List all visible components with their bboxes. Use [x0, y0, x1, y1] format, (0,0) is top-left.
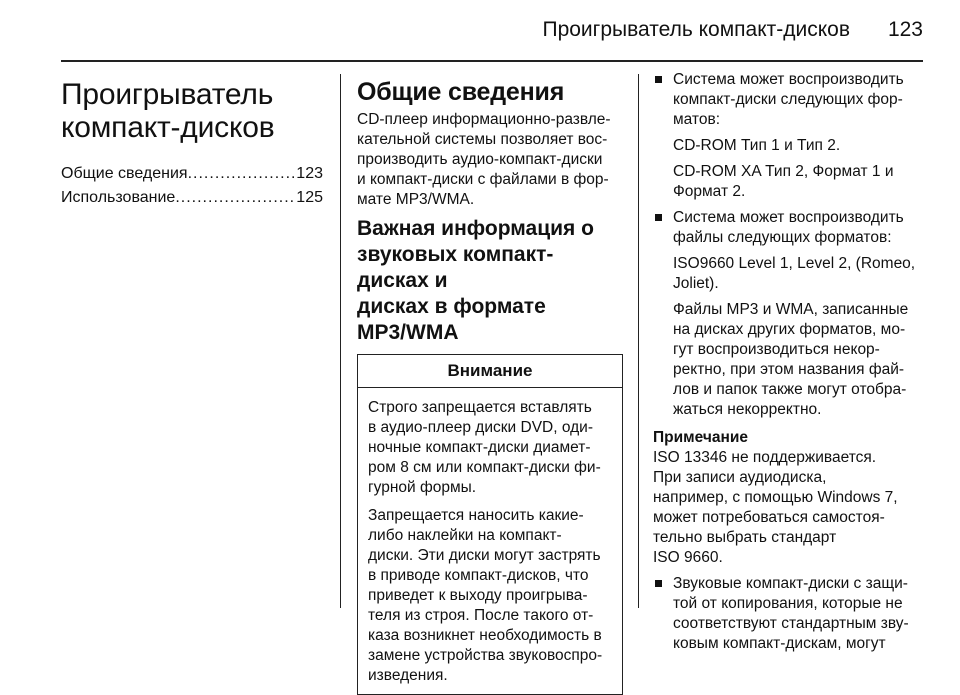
text-line: либо наклейки на компакт- [368, 527, 562, 544]
warning-paragraph-2 [368, 506, 614, 686]
text-line: изведения. [368, 667, 448, 684]
text-line: Система может воспроизводить [673, 209, 904, 226]
text-line: ковым компакт-дискам, могут [673, 635, 886, 652]
note-text [653, 448, 923, 568]
text-line: файлы следующих форматов: [673, 229, 892, 246]
text-line: мате MP3/WMA. [357, 191, 475, 208]
section-heading: Общие сведения [357, 78, 565, 106]
text-line: дисках в формате MP3/WMA [357, 295, 546, 344]
text-line: жаться некорректно. [673, 401, 822, 418]
bullet-square-icon [655, 76, 662, 83]
text-line: той от копирования, которые не [673, 595, 903, 612]
bullet-cd-formats [653, 70, 923, 130]
column-divider-1 [340, 74, 341, 608]
page-number: 123 [887, 18, 923, 41]
subsection-heading [357, 216, 623, 346]
text-line: Система может воспроизводить [673, 71, 904, 88]
text-line: ISO 13346 не поддерживается. [653, 449, 877, 466]
note-title: Примечание [653, 429, 748, 446]
text-line: CD-плеер информационно-развле- [357, 111, 611, 128]
text-line: замене устройства звуковоспро- [368, 647, 603, 664]
text-line: Важная информация о [357, 217, 594, 240]
text-line: на дисках других форматов, мо- [673, 321, 906, 338]
text-line: ISO 9660. [653, 549, 723, 566]
bullet-file-formats [653, 208, 923, 248]
column-formats [653, 70, 923, 660]
text-line: звуковых компакт-дисках и [357, 243, 554, 292]
text-line: Строго запрещается вставлять [368, 399, 592, 416]
chapter-title: Проигрыватель компакт-дисков [61, 78, 275, 144]
text-line: гурной формы. [368, 479, 477, 496]
format-iso9660 [653, 254, 923, 294]
text-line: Запрещается наносить какие- [368, 507, 584, 524]
text-line: производить аудио-компакт-диски [357, 151, 603, 168]
text-line: может потребоваться самостоя- [653, 509, 885, 526]
warning-paragraph-1 [368, 398, 614, 498]
text-line: каза возникнет необходимость в [368, 627, 602, 644]
text-line: Звуковые компакт-диски с защи- [673, 575, 908, 592]
format-mp3-wma [653, 300, 923, 420]
text-line: ректно, при этом названия фай- [673, 361, 905, 378]
column-divider-2 [638, 74, 639, 608]
header-divider [61, 60, 923, 62]
toc-entry-usage[interactable]: Использование ..... 125 [61, 186, 323, 210]
text-line: Файлы MP3 и WMA, записанные [673, 301, 909, 318]
warning-title: Внимание [358, 355, 622, 388]
bullet-square-icon [655, 214, 662, 221]
warning-box [357, 354, 623, 695]
text-line: CD-ROM Тип 1 и Тип 2. [673, 137, 841, 154]
text-line: кательной системы позволяет вос- [357, 131, 608, 148]
text-line: ISO9660 Level 1, Level 2, (Romeo, [673, 255, 916, 272]
toc-entry-general[interactable]: Общие сведения ..... 123 [61, 162, 323, 186]
text-line: ночные компакт-диски диамет- [368, 439, 591, 456]
column-toc [61, 70, 323, 210]
bullet-copy-protection [653, 574, 923, 654]
text-line: Формат 2. [673, 183, 746, 200]
format-cdrom-xa [653, 162, 923, 202]
text-line: матов: [673, 111, 721, 128]
text-line: компакт-диски следующих фор- [673, 91, 903, 108]
text-line: CD-ROM XA Тип 2, Формат 1 и [673, 163, 894, 180]
text-line: лов и папок также могут отобра- [673, 381, 907, 398]
running-title: Проигрыватель компакт-дисков [542, 18, 850, 41]
text-line: приведет к выходу проигрыва- [368, 587, 588, 604]
format-cdrom [653, 136, 923, 156]
text-line: соответствуют стандартным зву- [673, 615, 909, 632]
text-line: тельно выбрать стандарт [653, 529, 837, 546]
text-line: При записи аудиодиска, [653, 469, 827, 486]
text-line: гут воспроизводиться некор- [673, 341, 880, 358]
page-header [0, 0, 960, 60]
text-line: ром 8 см или компакт-диски фи- [368, 459, 601, 476]
text-line: и компакт-диски с файлами в фор- [357, 171, 609, 188]
text-line: Joliet). [673, 275, 719, 292]
text-line: например, с помощью Windows 7, [653, 489, 898, 506]
text-line: в аудио-плеер диски DVD, оди- [368, 419, 593, 436]
text-line: диски. Эти диски могут застрять [368, 547, 601, 564]
intro-paragraph [357, 110, 623, 210]
text-line: теля из строя. После такого от- [368, 607, 594, 624]
bullet-square-icon [655, 580, 662, 587]
text-line: в приводе компакт-дисков, что [368, 567, 589, 584]
column-general-info [357, 70, 623, 695]
